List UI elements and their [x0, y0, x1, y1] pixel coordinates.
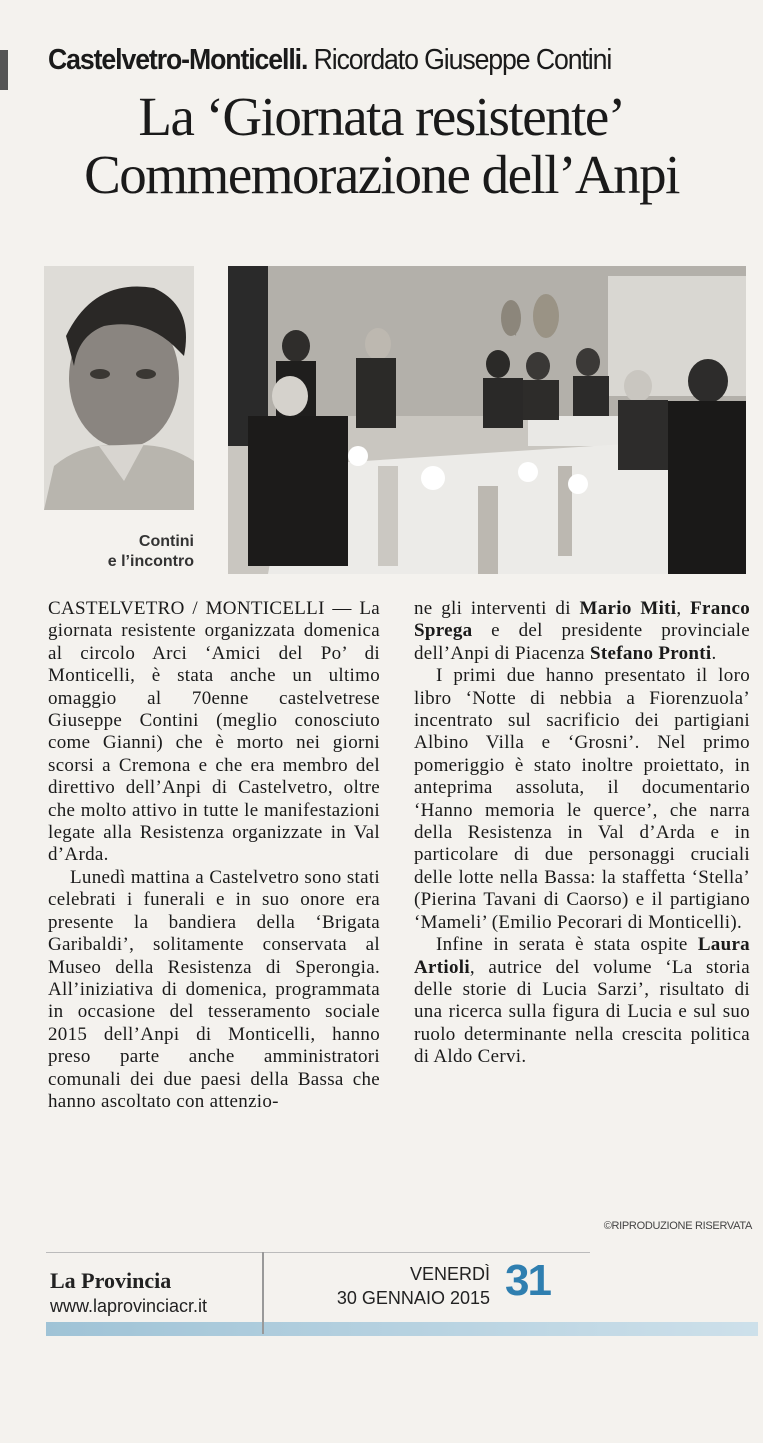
- article-column-1: [48, 598, 380, 1113]
- footer-color-band: [46, 1322, 758, 1336]
- article-kicker: Castelvetro-Monticelli. Ricordato Giuseppe Contini: [48, 44, 612, 76]
- article-headline: [0, 88, 763, 204]
- footer-separator: [262, 1252, 264, 1334]
- headline-line-2: Commemorazione dell’Anpi: [84, 144, 679, 205]
- photo-caption: Contini e l’incontro: [107, 533, 194, 570]
- article-column-2: [414, 598, 750, 1069]
- meeting-room-photo: [228, 266, 746, 574]
- newspaper-masthead: La Provincia: [50, 1268, 172, 1293]
- portrait-photo: [44, 266, 194, 510]
- issue-day: VENERDÌ: [409, 1264, 490, 1284]
- page-number: 31: [505, 1256, 550, 1305]
- copyright-notice: ©RIPRODUZIONE RISERVATA: [603, 1220, 752, 1232]
- body-paragraph: I primi due hanno presentato il loro libro ‘Notte di nebbia a Fiorenzuola’ incentrato sul sacrificio dei partigiani Albino Villa e ‘Grosni’. Nel primo pomeriggio è stato inoltre proiettato, in anteprima assoluta, il documentario ‘Hanno memoria le querce’, che narra della Resistenza in Val d’Arda e in particolare di due personaggi cruciali delle lotte nella Bassa: la staffetta ‘Stella’ (Pierina Tavani di Caorso) e il partigiano ‘Mameli’ (Emilio Pecorari di Monticelli).: [414, 665, 750, 933]
- headline-line-1: La ‘Giornata resistente’: [138, 86, 625, 147]
- body-paragraph: ne gli interventi di Mario Miti, Franco Sprega e del presidente provinciale dell’Anpi di Piacenza Stefano Pronti.: [414, 598, 750, 664]
- body-paragraph: CASTELVETRO / MONTICELLI — La giornata resistente organizzata domenica al circolo Arci ‘Amici del Po’ di Monticelli, è stata anche un ultimo omaggio al 70enne castelvetrese Giuseppe Contini (meglio conosciuto come Gianni) che è morto nei giorni scorsi a Cremona e che era membro del direttivo dell’Anpi di Castelvetro, oltre che molto attivo in tutte le manifestazioni legate alla Resistenza organizzate in Val d’Arda.: [48, 598, 380, 866]
- page-edge-mark: [0, 50, 8, 90]
- issue-date: 30 GENNAIO 2015: [336, 1288, 490, 1308]
- body-paragraph: Infine in serata è stata ospite Laura Artioli, autrice del volume ‘La storia delle storie di Lucia Sarzi’, risultato di una ricerca sulla figura di Lucia e sul suo ruolo determinante nella crescita politica di Aldo Cervi.: [414, 934, 750, 1068]
- newspaper-website: www.laprovinciacr.it: [50, 1296, 208, 1316]
- body-paragraph: Lunedì mattina a Castelvetro sono stati celebrati i funerali e in suo onore era presente la bandiera della ‘Brigata Garibaldi’, solitamente conservata al Museo della Resistenza di Sperongia. All’iniziativa di domenica, programmata in occasione del tesseramento sociale 2015 dell’Anpi di Monticelli, hanno preso parte anche amministratori comunali dei due paesi della Bassa che hanno ascoltato con attenzio-: [48, 866, 380, 1112]
